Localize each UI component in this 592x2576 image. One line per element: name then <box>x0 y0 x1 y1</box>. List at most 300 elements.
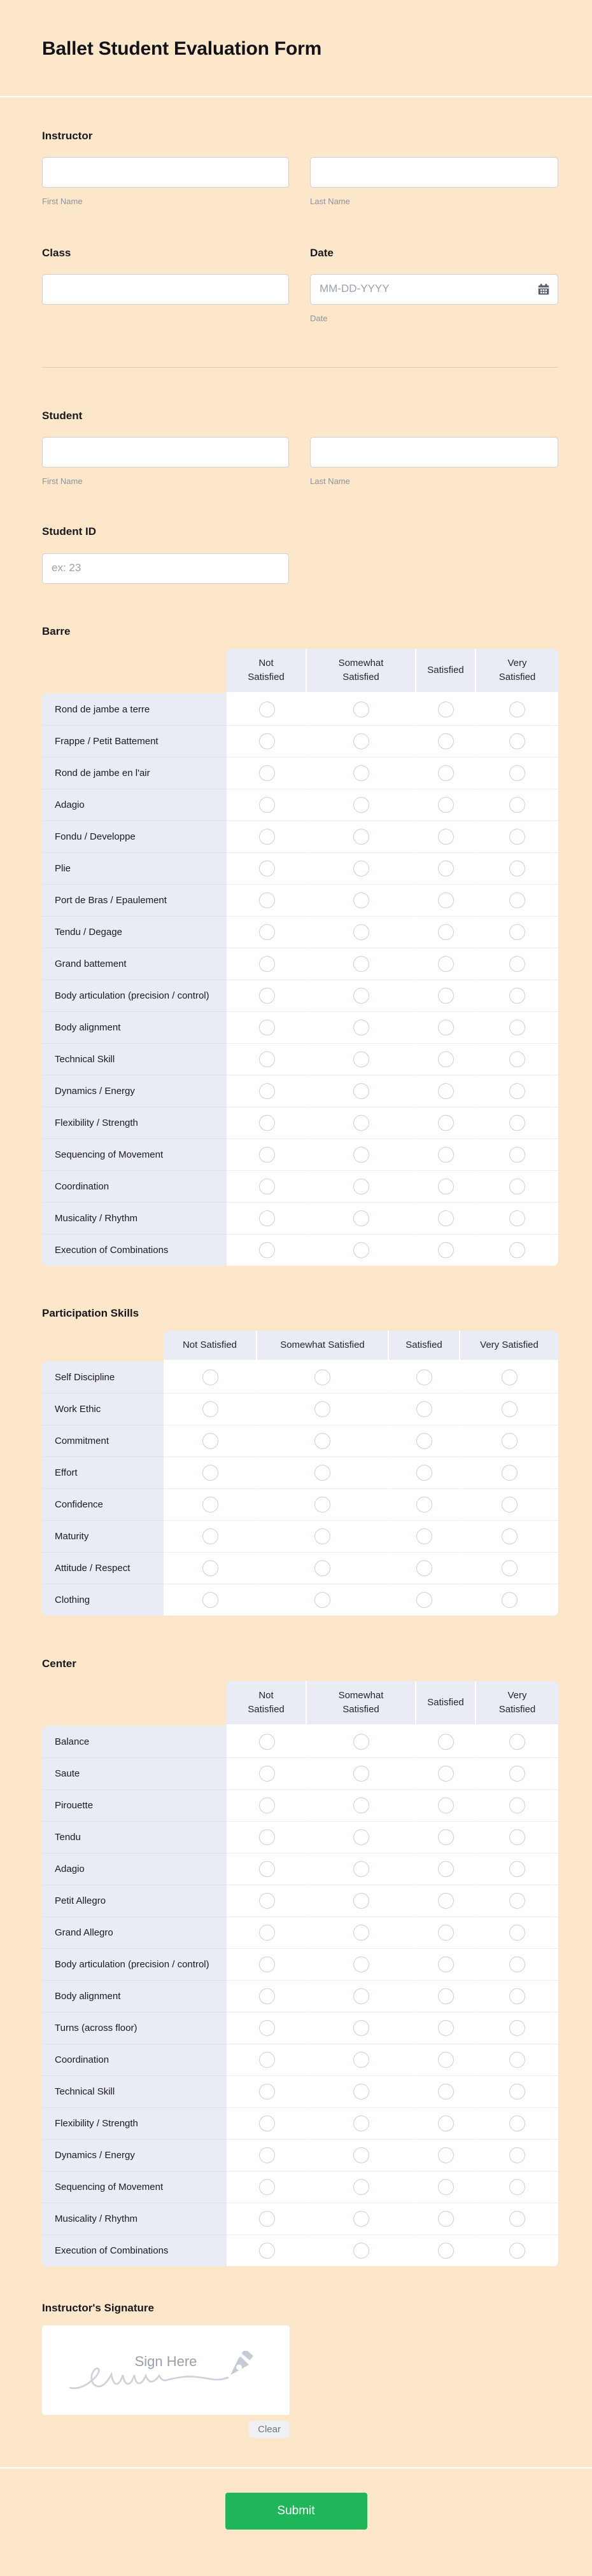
radio-very-satisfied[interactable] <box>509 1020 525 1035</box>
matrix-cell[interactable] <box>164 1425 256 1457</box>
radio-somewhat-satisfied[interactable] <box>353 1988 369 2004</box>
radio-somewhat-satisfied[interactable] <box>353 2179 369 2195</box>
matrix-cell[interactable] <box>306 1075 415 1107</box>
radio-not-satisfied[interactable] <box>259 1051 275 1067</box>
matrix-cell[interactable] <box>475 1139 558 1170</box>
matrix-cell[interactable] <box>415 884 475 916</box>
matrix-cell[interactable] <box>415 757 475 789</box>
radio-not-satisfied[interactable] <box>259 861 275 876</box>
radio-very-satisfied[interactable] <box>509 1797 525 1813</box>
radio-somewhat-satisfied[interactable] <box>314 1497 330 1513</box>
matrix-cell[interactable] <box>227 2075 306 2107</box>
radio-not-satisfied[interactable] <box>259 2179 275 2195</box>
radio-satisfied[interactable] <box>438 1766 454 1782</box>
matrix-cell[interactable] <box>415 1885 475 1916</box>
matrix-cell[interactable] <box>306 2139 415 2171</box>
matrix-cell[interactable] <box>475 1853 558 1885</box>
radio-very-satisfied[interactable] <box>509 892 525 908</box>
matrix-cell[interactable] <box>227 1234 306 1266</box>
instructor-last-name-input[interactable] <box>310 157 558 188</box>
radio-satisfied[interactable] <box>416 1433 432 1449</box>
radio-satisfied[interactable] <box>438 765 454 781</box>
matrix-cell[interactable] <box>388 1552 459 1584</box>
matrix-cell[interactable] <box>415 2139 475 2171</box>
matrix-cell[interactable] <box>306 2044 415 2075</box>
radio-very-satisfied[interactable] <box>509 2147 525 2163</box>
radio-very-satisfied[interactable] <box>509 2116 525 2131</box>
matrix-cell[interactable] <box>475 2234 558 2266</box>
radio-not-satisfied[interactable] <box>259 1242 275 1258</box>
radio-somewhat-satisfied[interactable] <box>353 2020 369 2036</box>
radio-not-satisfied[interactable] <box>259 1988 275 2004</box>
matrix-cell[interactable] <box>415 2075 475 2107</box>
radio-somewhat-satisfied[interactable] <box>353 733 369 749</box>
matrix-cell[interactable] <box>306 1980 415 2012</box>
radio-not-satisfied[interactable] <box>259 924 275 940</box>
matrix-cell[interactable] <box>459 1584 558 1616</box>
matrix-cell[interactable] <box>306 1948 415 1980</box>
radio-somewhat-satisfied[interactable] <box>353 1083 369 1099</box>
radio-very-satisfied[interactable] <box>509 1925 525 1941</box>
matrix-cell[interactable] <box>415 1043 475 1075</box>
matrix-cell[interactable] <box>475 2171 558 2203</box>
radio-very-satisfied[interactable] <box>502 1592 518 1608</box>
radio-satisfied[interactable] <box>438 1829 454 1845</box>
student-id-input[interactable] <box>42 553 289 584</box>
radio-somewhat-satisfied[interactable] <box>353 1179 369 1195</box>
radio-somewhat-satisfied[interactable] <box>353 2147 369 2163</box>
matrix-cell[interactable] <box>306 1107 415 1139</box>
radio-very-satisfied[interactable] <box>502 1497 518 1513</box>
radio-very-satisfied[interactable] <box>502 1560 518 1576</box>
radio-somewhat-satisfied[interactable] <box>353 1893 369 1909</box>
radio-somewhat-satisfied[interactable] <box>353 2116 369 2131</box>
radio-somewhat-satisfied[interactable] <box>314 1592 330 1608</box>
radio-not-satisfied[interactable] <box>202 1528 218 1544</box>
matrix-cell[interactable] <box>256 1552 388 1584</box>
radio-satisfied[interactable] <box>438 1988 454 2004</box>
matrix-cell[interactable] <box>475 1980 558 2012</box>
radio-satisfied[interactable] <box>438 829 454 845</box>
radio-somewhat-satisfied[interactable] <box>353 1734 369 1750</box>
matrix-cell[interactable] <box>306 2234 415 2266</box>
radio-satisfied[interactable] <box>438 1020 454 1035</box>
radio-not-satisfied[interactable] <box>259 1734 275 1750</box>
radio-very-satisfied[interactable] <box>509 1829 525 1845</box>
radio-not-satisfied[interactable] <box>259 1766 275 1782</box>
radio-very-satisfied[interactable] <box>509 1179 525 1195</box>
radio-not-satisfied[interactable] <box>259 829 275 845</box>
matrix-cell[interactable] <box>256 1457 388 1488</box>
matrix-cell[interactable] <box>475 821 558 852</box>
radio-satisfied[interactable] <box>438 1956 454 1972</box>
radio-satisfied[interactable] <box>438 702 454 717</box>
radio-not-satisfied[interactable] <box>259 1956 275 1972</box>
radio-somewhat-satisfied[interactable] <box>353 2211 369 2227</box>
radio-somewhat-satisfied[interactable] <box>353 797 369 813</box>
matrix-cell[interactable] <box>227 1980 306 2012</box>
student-first-name-input[interactable] <box>42 437 289 467</box>
radio-satisfied[interactable] <box>416 1369 432 1385</box>
matrix-cell[interactable] <box>306 2075 415 2107</box>
matrix-cell[interactable] <box>256 1361 388 1393</box>
matrix-cell[interactable] <box>256 1584 388 1616</box>
matrix-cell[interactable] <box>415 1202 475 1234</box>
radio-satisfied[interactable] <box>438 2020 454 2036</box>
matrix-cell[interactable] <box>475 1202 558 1234</box>
radio-not-satisfied[interactable] <box>202 1497 218 1513</box>
matrix-cell[interactable] <box>306 821 415 852</box>
matrix-cell[interactable] <box>306 1202 415 1234</box>
clear-signature-button[interactable]: Clear <box>249 2421 290 2438</box>
matrix-cell[interactable] <box>415 1821 475 1853</box>
matrix-cell[interactable] <box>475 1107 558 1139</box>
radio-satisfied[interactable] <box>416 1560 432 1576</box>
matrix-cell[interactable] <box>227 1107 306 1139</box>
radio-satisfied[interactable] <box>438 2211 454 2227</box>
matrix-cell[interactable] <box>475 2203 558 2234</box>
instructor-first-name-input[interactable] <box>42 157 289 188</box>
radio-somewhat-satisfied[interactable] <box>353 1766 369 1782</box>
matrix-cell[interactable] <box>227 2139 306 2171</box>
radio-very-satisfied[interactable] <box>509 1861 525 1877</box>
radio-not-satisfied[interactable] <box>259 797 275 813</box>
radio-not-satisfied[interactable] <box>259 1020 275 1035</box>
radio-somewhat-satisfied[interactable] <box>314 1465 330 1481</box>
radio-somewhat-satisfied[interactable] <box>353 1925 369 1941</box>
radio-satisfied[interactable] <box>438 1797 454 1813</box>
radio-not-satisfied[interactable] <box>259 1147 275 1163</box>
radio-very-satisfied[interactable] <box>509 1210 525 1226</box>
matrix-cell[interactable] <box>227 1075 306 1107</box>
radio-satisfied[interactable] <box>438 1051 454 1067</box>
matrix-cell[interactable] <box>475 916 558 948</box>
radio-satisfied[interactable] <box>438 797 454 813</box>
radio-satisfied[interactable] <box>438 924 454 940</box>
matrix-cell[interactable] <box>475 852 558 884</box>
radio-not-satisfied[interactable] <box>259 1797 275 1813</box>
matrix-cell[interactable] <box>459 1457 558 1488</box>
matrix-cell[interactable] <box>164 1457 256 1488</box>
radio-somewhat-satisfied[interactable] <box>353 2084 369 2100</box>
matrix-cell[interactable] <box>415 821 475 852</box>
radio-satisfied[interactable] <box>438 1734 454 1750</box>
matrix-cell[interactable] <box>475 693 558 725</box>
radio-not-satisfied[interactable] <box>259 765 275 781</box>
radio-somewhat-satisfied[interactable] <box>353 1829 369 1845</box>
radio-very-satisfied[interactable] <box>509 2243 525 2259</box>
matrix-cell[interactable] <box>306 1139 415 1170</box>
matrix-cell[interactable] <box>306 1916 415 1948</box>
matrix-cell[interactable] <box>459 1361 558 1393</box>
radio-not-satisfied[interactable] <box>259 1861 275 1877</box>
matrix-cell[interactable] <box>475 789 558 821</box>
radio-not-satisfied[interactable] <box>259 2243 275 2259</box>
radio-somewhat-satisfied[interactable] <box>353 1861 369 1877</box>
matrix-cell[interactable] <box>306 1853 415 1885</box>
matrix-cell[interactable] <box>415 1757 475 1789</box>
matrix-cell[interactable] <box>306 2203 415 2234</box>
calendar-icon[interactable] <box>537 282 551 296</box>
matrix-cell[interactable] <box>475 1075 558 1107</box>
matrix-cell[interactable] <box>306 884 415 916</box>
matrix-cell[interactable] <box>415 1948 475 1980</box>
radio-not-satisfied[interactable] <box>259 1210 275 1226</box>
matrix-cell[interactable] <box>475 1789 558 1821</box>
matrix-cell[interactable] <box>164 1552 256 1584</box>
radio-not-satisfied[interactable] <box>259 2020 275 2036</box>
matrix-cell[interactable] <box>415 1139 475 1170</box>
radio-very-satisfied[interactable] <box>509 2179 525 2195</box>
matrix-cell[interactable] <box>227 757 306 789</box>
matrix-cell[interactable] <box>227 2203 306 2234</box>
radio-very-satisfied[interactable] <box>509 924 525 940</box>
matrix-cell[interactable] <box>415 2171 475 2203</box>
matrix-cell[interactable] <box>475 1234 558 1266</box>
matrix-cell[interactable] <box>227 2234 306 2266</box>
radio-very-satisfied[interactable] <box>509 1115 525 1131</box>
radio-somewhat-satisfied[interactable] <box>353 702 369 717</box>
matrix-cell[interactable] <box>415 980 475 1011</box>
radio-satisfied[interactable] <box>438 2052 454 2068</box>
student-last-name-input[interactable] <box>310 437 558 467</box>
matrix-cell[interactable] <box>306 916 415 948</box>
class-input[interactable] <box>42 274 289 305</box>
matrix-cell[interactable] <box>227 1853 306 1885</box>
matrix-cell[interactable] <box>415 852 475 884</box>
radio-very-satisfied[interactable] <box>502 1433 518 1449</box>
matrix-cell[interactable] <box>306 1011 415 1043</box>
matrix-cell[interactable] <box>475 948 558 980</box>
radio-satisfied[interactable] <box>438 2147 454 2163</box>
radio-satisfied[interactable] <box>438 1861 454 1877</box>
radio-not-satisfied[interactable] <box>259 1925 275 1941</box>
radio-satisfied[interactable] <box>438 2179 454 2195</box>
radio-satisfied[interactable] <box>438 1893 454 1909</box>
radio-not-satisfied[interactable] <box>259 1893 275 1909</box>
radio-somewhat-satisfied[interactable] <box>353 2052 369 2068</box>
matrix-cell[interactable] <box>415 2107 475 2139</box>
radio-not-satisfied[interactable] <box>202 1465 218 1481</box>
radio-somewhat-satisfied[interactable] <box>353 765 369 781</box>
radio-not-satisfied[interactable] <box>202 1401 218 1417</box>
matrix-cell[interactable] <box>306 1821 415 1853</box>
radio-satisfied[interactable] <box>438 1147 454 1163</box>
radio-very-satisfied[interactable] <box>509 1734 525 1750</box>
matrix-cell[interactable] <box>475 1170 558 1202</box>
radio-somewhat-satisfied[interactable] <box>353 1051 369 1067</box>
matrix-cell[interactable] <box>459 1552 558 1584</box>
radio-satisfied[interactable] <box>438 2243 454 2259</box>
matrix-cell[interactable] <box>306 1726 415 1757</box>
radio-somewhat-satisfied[interactable] <box>353 988 369 1004</box>
radio-very-satisfied[interactable] <box>509 2211 525 2227</box>
matrix-cell[interactable] <box>415 948 475 980</box>
radio-very-satisfied[interactable] <box>509 1242 525 1258</box>
radio-not-satisfied[interactable] <box>259 702 275 717</box>
matrix-cell[interactable] <box>227 2044 306 2075</box>
matrix-cell[interactable] <box>459 1520 558 1552</box>
radio-very-satisfied[interactable] <box>509 733 525 749</box>
radio-somewhat-satisfied[interactable] <box>353 1242 369 1258</box>
radio-not-satisfied[interactable] <box>259 956 275 972</box>
matrix-cell[interactable] <box>306 2012 415 2044</box>
matrix-cell[interactable] <box>306 980 415 1011</box>
matrix-cell[interactable] <box>475 1726 558 1757</box>
matrix-cell[interactable] <box>227 2107 306 2139</box>
matrix-cell[interactable] <box>388 1425 459 1457</box>
matrix-cell[interactable] <box>227 1202 306 1234</box>
matrix-cell[interactable] <box>475 1885 558 1916</box>
radio-satisfied[interactable] <box>438 2116 454 2131</box>
radio-satisfied[interactable] <box>438 2084 454 2100</box>
matrix-cell[interactable] <box>256 1393 388 1425</box>
radio-very-satisfied[interactable] <box>509 2084 525 2100</box>
radio-very-satisfied[interactable] <box>509 1956 525 1972</box>
matrix-cell[interactable] <box>227 821 306 852</box>
radio-very-satisfied[interactable] <box>509 1051 525 1067</box>
radio-satisfied[interactable] <box>438 1242 454 1258</box>
radio-very-satisfied[interactable] <box>502 1528 518 1544</box>
matrix-cell[interactable] <box>256 1488 388 1520</box>
radio-not-satisfied[interactable] <box>202 1592 218 1608</box>
matrix-cell[interactable] <box>227 1885 306 1916</box>
radio-not-satisfied[interactable] <box>259 2147 275 2163</box>
matrix-cell[interactable] <box>388 1457 459 1488</box>
matrix-cell[interactable] <box>306 693 415 725</box>
matrix-cell[interactable] <box>415 2012 475 2044</box>
radio-somewhat-satisfied[interactable] <box>353 1956 369 1972</box>
matrix-cell[interactable] <box>164 1520 256 1552</box>
radio-not-satisfied[interactable] <box>259 2116 275 2131</box>
matrix-cell[interactable] <box>306 1170 415 1202</box>
matrix-cell[interactable] <box>306 1885 415 1916</box>
matrix-cell[interactable] <box>227 693 306 725</box>
radio-very-satisfied[interactable] <box>509 702 525 717</box>
radio-very-satisfied[interactable] <box>509 797 525 813</box>
matrix-cell[interactable] <box>415 725 475 757</box>
radio-satisfied[interactable] <box>438 988 454 1004</box>
date-input[interactable] <box>310 274 558 305</box>
matrix-cell[interactable] <box>415 1170 475 1202</box>
matrix-cell[interactable] <box>227 2012 306 2044</box>
radio-satisfied[interactable] <box>438 861 454 876</box>
matrix-cell[interactable] <box>227 2171 306 2203</box>
matrix-cell[interactable] <box>475 884 558 916</box>
matrix-cell[interactable] <box>227 1757 306 1789</box>
radio-not-satisfied[interactable] <box>259 988 275 1004</box>
matrix-cell[interactable] <box>475 2075 558 2107</box>
matrix-cell[interactable] <box>306 725 415 757</box>
matrix-cell[interactable] <box>415 2234 475 2266</box>
radio-very-satisfied[interactable] <box>509 1988 525 2004</box>
matrix-cell[interactable] <box>475 1043 558 1075</box>
radio-not-satisfied[interactable] <box>259 1115 275 1131</box>
matrix-cell[interactable] <box>415 1916 475 1948</box>
radio-not-satisfied[interactable] <box>259 1083 275 1099</box>
matrix-cell[interactable] <box>164 1361 256 1393</box>
matrix-cell[interactable] <box>475 725 558 757</box>
matrix-cell[interactable] <box>306 1234 415 1266</box>
radio-very-satisfied[interactable] <box>509 1147 525 1163</box>
radio-very-satisfied[interactable] <box>502 1369 518 1385</box>
matrix-cell[interactable] <box>164 1584 256 1616</box>
matrix-cell[interactable] <box>227 948 306 980</box>
signature-pad[interactable] <box>42 2325 290 2415</box>
matrix-cell[interactable] <box>475 2012 558 2044</box>
radio-satisfied[interactable] <box>438 733 454 749</box>
matrix-cell[interactable] <box>415 1789 475 1821</box>
radio-somewhat-satisfied[interactable] <box>353 2243 369 2259</box>
radio-not-satisfied[interactable] <box>202 1560 218 1576</box>
matrix-cell[interactable] <box>306 1789 415 1821</box>
radio-somewhat-satisfied[interactable] <box>353 1210 369 1226</box>
matrix-cell[interactable] <box>475 1821 558 1853</box>
radio-somewhat-satisfied[interactable] <box>353 892 369 908</box>
radio-somewhat-satisfied[interactable] <box>314 1560 330 1576</box>
matrix-cell[interactable] <box>415 1726 475 1757</box>
radio-satisfied[interactable] <box>438 956 454 972</box>
radio-not-satisfied[interactable] <box>259 2211 275 2227</box>
matrix-cell[interactable] <box>306 948 415 980</box>
radio-not-satisfied[interactable] <box>259 1829 275 1845</box>
radio-not-satisfied[interactable] <box>202 1369 218 1385</box>
matrix-cell[interactable] <box>459 1488 558 1520</box>
radio-very-satisfied[interactable] <box>509 956 525 972</box>
matrix-cell[interactable] <box>227 1043 306 1075</box>
radio-somewhat-satisfied[interactable] <box>353 1115 369 1131</box>
matrix-cell[interactable] <box>227 884 306 916</box>
radio-somewhat-satisfied[interactable] <box>314 1369 330 1385</box>
matrix-cell[interactable] <box>256 1520 388 1552</box>
radio-somewhat-satisfied[interactable] <box>353 861 369 876</box>
matrix-cell[interactable] <box>227 980 306 1011</box>
matrix-cell[interactable] <box>475 1011 558 1043</box>
radio-very-satisfied[interactable] <box>509 2052 525 2068</box>
radio-somewhat-satisfied[interactable] <box>353 956 369 972</box>
radio-somewhat-satisfied[interactable] <box>353 829 369 845</box>
matrix-cell[interactable] <box>415 1107 475 1139</box>
radio-very-satisfied[interactable] <box>509 1766 525 1782</box>
matrix-cell[interactable] <box>415 1234 475 1266</box>
radio-satisfied[interactable] <box>416 1465 432 1481</box>
matrix-cell[interactable] <box>475 2044 558 2075</box>
radio-very-satisfied[interactable] <box>502 1465 518 1481</box>
radio-somewhat-satisfied[interactable] <box>353 1797 369 1813</box>
matrix-cell[interactable] <box>388 1584 459 1616</box>
radio-somewhat-satisfied[interactable] <box>353 1020 369 1035</box>
matrix-cell[interactable] <box>227 852 306 884</box>
matrix-cell[interactable] <box>388 1393 459 1425</box>
matrix-cell[interactable] <box>475 1948 558 1980</box>
radio-very-satisfied[interactable] <box>509 861 525 876</box>
matrix-cell[interactable] <box>475 1916 558 1948</box>
matrix-cell[interactable] <box>227 1139 306 1170</box>
matrix-cell[interactable] <box>227 1916 306 1948</box>
matrix-cell[interactable] <box>415 916 475 948</box>
radio-very-satisfied[interactable] <box>502 1401 518 1417</box>
matrix-cell[interactable] <box>475 980 558 1011</box>
matrix-cell[interactable] <box>164 1488 256 1520</box>
matrix-cell[interactable] <box>388 1520 459 1552</box>
radio-satisfied[interactable] <box>438 892 454 908</box>
radio-very-satisfied[interactable] <box>509 1893 525 1909</box>
matrix-cell[interactable] <box>415 1980 475 2012</box>
radio-not-satisfied[interactable] <box>259 1179 275 1195</box>
matrix-cell[interactable] <box>415 1011 475 1043</box>
radio-very-satisfied[interactable] <box>509 988 525 1004</box>
submit-button[interactable]: Submit <box>225 2493 367 2530</box>
